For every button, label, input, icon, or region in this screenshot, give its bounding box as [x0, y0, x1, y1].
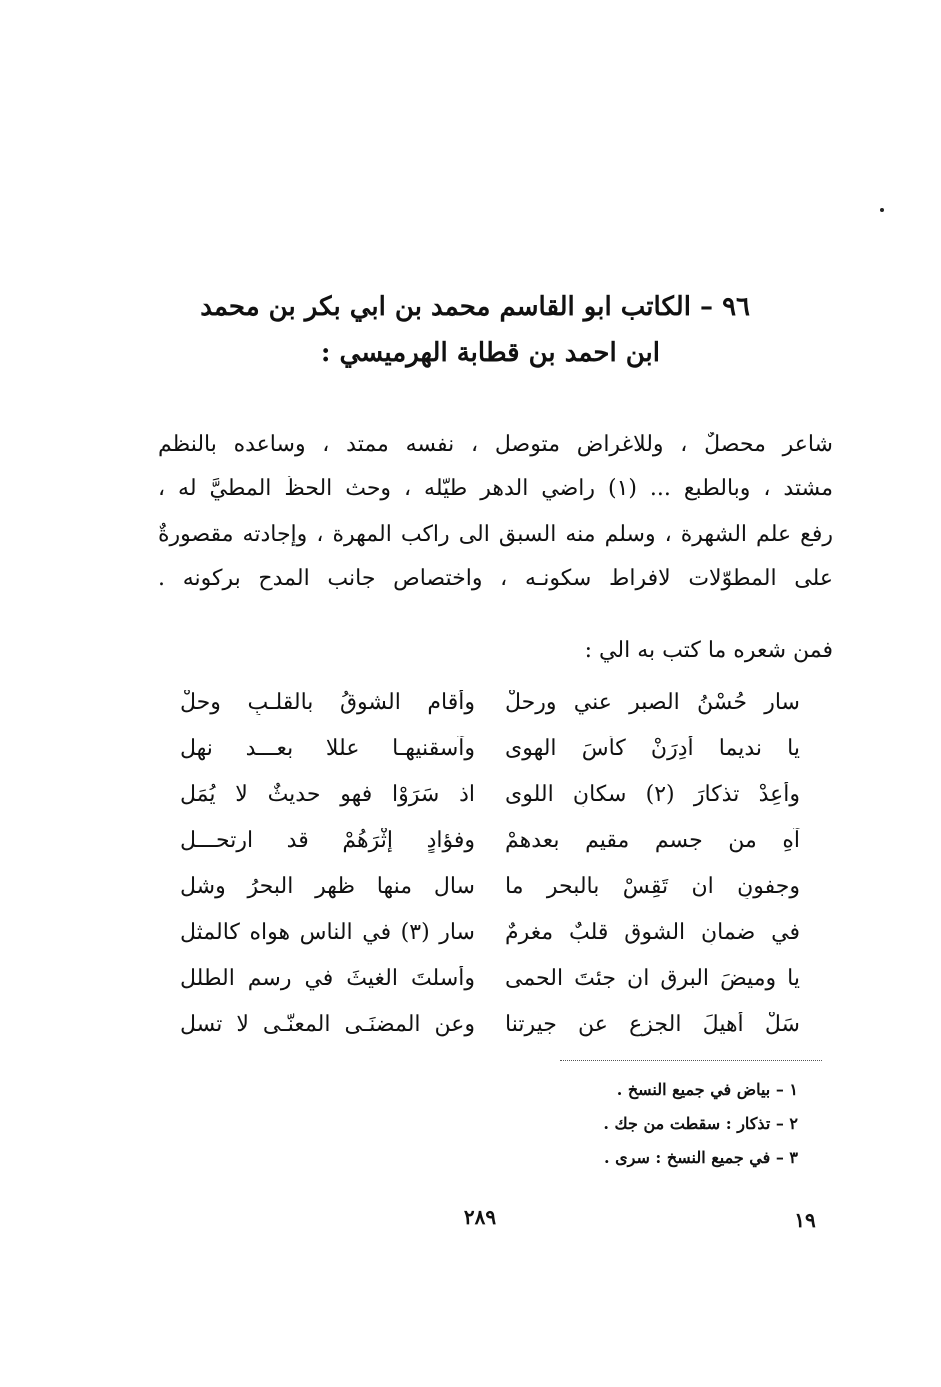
verse-second-hemistich: اذ سَرَوْا فهو حديثٌ لا يُمَل [180, 782, 475, 807]
verse-second-hemistich: سال منها ظهر البحرُ وشل [180, 874, 475, 899]
ink-speck [880, 208, 884, 212]
poem-verse [180, 874, 800, 906]
footnote-2: ٢ – تذكار : سقطت من جك . [603, 1114, 798, 1133]
verse-first-hemistich: سَلْ أُهيلَ الجزعِ عن جيرتنا [505, 1012, 800, 1037]
poem-verse [180, 736, 800, 768]
prose-line-3: رفع علم الشهرة ، وسلم منه السبق الى راكب المهرة ، وإجادته مقصورةٌ [158, 522, 833, 547]
poem-verse [180, 828, 800, 860]
prose-line-1: شاعر محصلٌ ، وللاغراض متوصل ، نفسه ممتد ، وساعده بالنظم [158, 432, 833, 457]
poem-verse [180, 920, 800, 952]
footnote-1: ١ – بياض في جميع النسخ . [616, 1080, 798, 1099]
verse-second-hemistich: وفؤادٍ إثْرَهُمْ قد ارتحـــل [180, 828, 475, 853]
verse-first-hemistich: يا نديما أَدِرَنْ كأسَ الهوى [505, 736, 800, 761]
verse-first-hemistich: آهِ من جسمٍ مقيم بعدهمْ [505, 828, 800, 853]
verse-second-hemistich: وآسقنيهـا عللا بعـــد نهل [180, 736, 475, 761]
signature-number: ١٩ [794, 1208, 816, 1232]
verse-first-hemistich: سار حُسْنُ الصبرِ عني ورحلْ [505, 690, 800, 715]
poem-verse [180, 966, 800, 998]
verse-second-hemistich: سار (٣) في الناس هواه كالمثل [180, 920, 475, 945]
prose-line-2: مشتد ، وبالطبع ... (١) راضي الدهر طيّله ، وحث الحظُّ المطيَّ له ، [158, 476, 833, 501]
verse-second-hemistich: وأقام الشوقُ بالقلـبِ وحلْ [180, 690, 475, 715]
verse-second-hemistich: وعن المضنَـى المعنّـى لا تسل [180, 1012, 475, 1037]
verse-second-hemistich: وأسلتَ الغيثَ في رسم الطلل [180, 966, 475, 991]
poem-verse [180, 690, 800, 722]
poem-verse [180, 1012, 800, 1044]
prose-line-4: على المطوّلات لافراط سكونـه ، واختصاصِ جانب المدح بركونه . [158, 566, 833, 591]
footnote-divider [560, 1060, 822, 1061]
verse-first-hemistich: يا وميضَ البرقِ ان جئتَ الحمى [505, 966, 800, 991]
poem-intro: فمن شعره ما كتب به الي : [584, 638, 833, 663]
poem-verse [180, 782, 800, 814]
entry-heading-line-2: ابن احمد بن قطابة الهرميسي : [320, 338, 660, 368]
verse-first-hemistich: وجفونٍ ان تَقِسْ بالبحرِ ما [505, 874, 800, 899]
entry-heading-line-1: ٩٦ – الكاتب ابو القاسم محمد بن ابي بكر بن محمد [200, 292, 750, 322]
footnote-3: ٣ – في جميع النسخ : سرى . [603, 1148, 798, 1167]
page-number: ٢٨٩ [463, 1205, 497, 1229]
verse-first-hemistich: وأَعِدْ تذكارَ (٢) سكانِ اللوى [505, 782, 800, 807]
verse-first-hemistich: في ضمانِ الشوق قلبٌ مغرمٌ [505, 920, 800, 945]
